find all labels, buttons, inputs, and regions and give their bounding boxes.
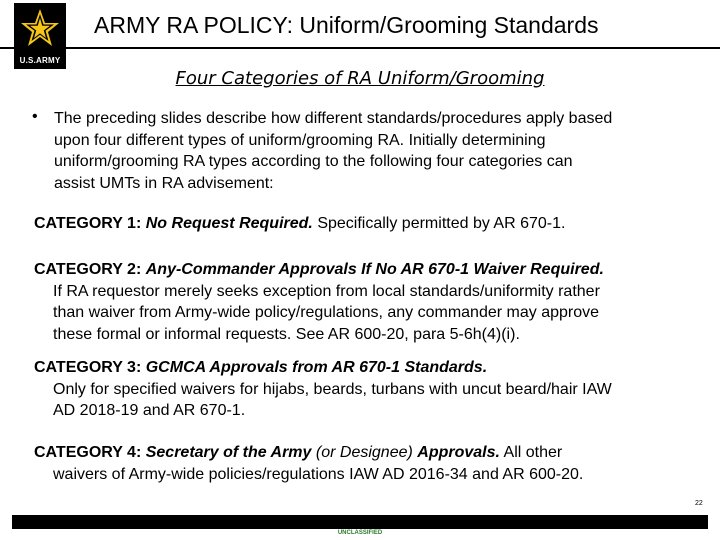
category-3: [34, 357, 694, 422]
category-1: [34, 213, 694, 235]
category-2-label: CATEGORY 2:: [34, 261, 142, 278]
category-2: [34, 259, 694, 345]
category-1-title: No Request Required.: [145, 215, 313, 232]
page-number: 22: [695, 500, 703, 507]
footer-bar: [12, 515, 708, 529]
section-subtitle: Four Categories of RA Uniform/Grooming: [175, 68, 545, 89]
category-4-label: CATEGORY 4:: [34, 444, 142, 461]
header-divider: [0, 47, 720, 49]
category-2-text-line: If RA requestor merely seeks exception from local standards/uniformity rather: [53, 282, 600, 300]
category-4-title-c: Approvals.: [417, 444, 500, 461]
category-3-text-line: AD 2018-19 and AR 670-1.: [53, 402, 246, 419]
army-star-icon: [20, 8, 60, 48]
category-2-title: Any-Commander Approvals If No AR 670-1 Waiver Required.: [145, 261, 604, 278]
category-2-text-line: these formal or informal requests. See AR 600-20, para 5-6h(4)(i).: [53, 325, 520, 343]
classification-marking: UNCLASSIFIED: [337, 530, 383, 536]
logo-text: U.S.ARMY: [19, 56, 61, 65]
category-4-text-line: waivers of Army-wide policies/regulations IAW AD 2016-34 and AR 600-20.: [53, 465, 584, 483]
category-3-text-line: Only for specified waivers for hijabs, beards, turbans with uncut beard/hair IAW: [53, 380, 612, 398]
category-3-title: GCMCA Approvals from AR 670-1 Standards.: [145, 359, 488, 376]
category-4-text: All other: [503, 444, 563, 461]
category-2-text-line: than waiver from Army-wide policy/regulations, any commander may approve: [53, 304, 600, 321]
page-title: ARMY RA POLICY: Uniform/Grooming Standards: [94, 12, 599, 38]
category-4-title-a: Secretary of the Army: [145, 444, 312, 461]
intro-text: The preceding slides describe how different standards/procedures apply based upon four different types of uniform/grooming RA. Initially determining uniform/grooming RA types according to the following four categories can assist UMTs in RA advisement:: [54, 110, 613, 192]
us-army-logo: [14, 3, 66, 69]
category-4-title-b: (or Designee): [315, 444, 413, 461]
category-1-text: Specifically permitted by AR 670-1.: [317, 215, 566, 232]
intro-bullet: [32, 108, 692, 194]
category-3-label: CATEGORY 3:: [34, 359, 142, 376]
category-4: [34, 442, 694, 485]
bullet-icon: •: [32, 108, 38, 125]
category-1-label: CATEGORY 1:: [34, 215, 142, 232]
